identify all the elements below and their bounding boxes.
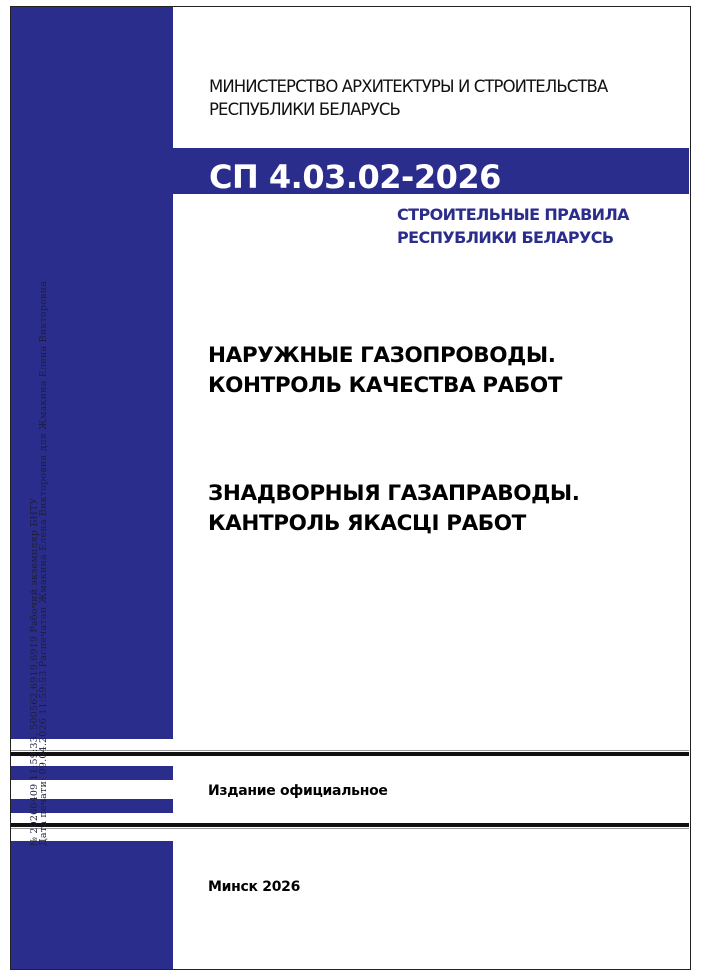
divider-line-top-thick — [11, 752, 689, 756]
document-type-line-2: РЕСПУБЛИКИ БЕЛАРУСЬ — [397, 228, 614, 247]
title-belarusian-line-2: КАНТРОЛЬ ЯКАСЦІ РАБОТ — [208, 511, 526, 536]
ministry-line-1: МИНИСТЕРСТВО АРХИТЕКТУРЫ И СТРОИТЕЛЬСТВА — [209, 77, 608, 96]
watermark-line-2: Дата печати: 09.04.2026 11:59:53 Распечатан Жмакина Елена Викторовна для Жмакина Елена Викторовна — [38, 281, 49, 846]
place-and-year: Минск 2026 — [208, 879, 301, 895]
document-cover-page — [10, 6, 691, 970]
divider-line-bottom-thick — [11, 823, 689, 827]
divider-line-bottom-thin — [11, 828, 689, 829]
title-russian-line-2: КОНТРОЛЬ КАЧЕСТВА РАБОТ — [208, 373, 563, 398]
document-code: СП 4.03.02-2026 — [209, 158, 501, 196]
document-type-line-1: СТРОИТЕЛЬНЫЕ ПРАВИЛА — [397, 205, 629, 224]
title-belarusian — [208, 479, 580, 539]
left-blue-bottom-block — [11, 841, 173, 969]
official-edition-label: Издание официальное — [208, 783, 388, 799]
ministry-line-2: РЕСПУБЛИКИ БЕЛАРУСЬ — [209, 100, 400, 119]
divider-line-top-thin — [11, 750, 689, 751]
ministry-name — [209, 75, 607, 121]
title-russian — [208, 341, 562, 401]
watermark-line-1: № 20260409 11:59:33, 500562,6919,6919 Рабочий экземпляр БНТУ — [29, 497, 40, 846]
print-watermark — [30, 281, 48, 846]
title-belarusian-line-1: ЗНАДВОРНЫЯ ГАЗАПРАВОДЫ. — [208, 481, 580, 506]
document-type — [397, 203, 629, 249]
title-russian-line-1: НАРУЖНЫЕ ГАЗОПРОВОДЫ. — [208, 343, 556, 368]
